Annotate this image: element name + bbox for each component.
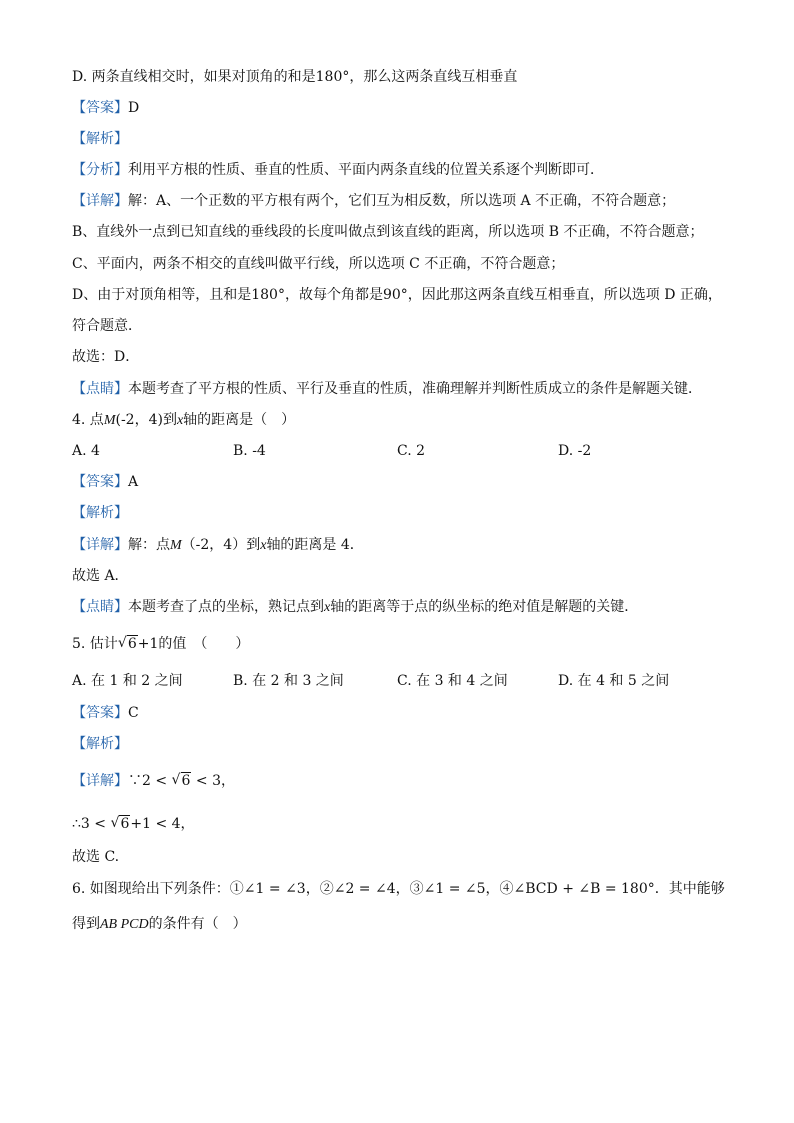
q4-axis-label: x (176, 413, 184, 428)
q5-answer (72, 703, 139, 723)
q4-option-c: C. 2 (397, 443, 426, 459)
sqrt-radicand: 6 (181, 773, 191, 789)
q4-option-d: D. -2 (558, 443, 592, 459)
ineq-right: < 3， (195, 773, 236, 789)
q4-answer (72, 472, 138, 492)
q4-jiexi-tag: 【解析】 (72, 505, 128, 521)
q5-xiangjie-1 (72, 771, 235, 791)
xiangjie-point: M (170, 538, 182, 553)
fenxi-text: 利用平方根的性质、垂直的性质、平面内两条直线的位置关系逐个判断即可． (128, 162, 604, 178)
q4-dianjing (72, 597, 638, 618)
ineq-left: ∵2 < (128, 773, 168, 789)
answer-tag: 【答案】 (72, 100, 128, 116)
q3-option-d: D. 两条直线相交时，如果对顶角的和是180°，那么这两条直线互相垂直 (72, 69, 518, 85)
q5-guxuan: 故选 C. (72, 849, 120, 865)
q5-stem-pre: 5. 估计 (72, 636, 118, 652)
sqrt-radicand: 6 (120, 816, 130, 832)
sqrt-symbol (118, 634, 138, 654)
xiangjie-coord: （-2，4）到 (181, 537, 261, 553)
q5-stem-post: 的值 （ ） (158, 636, 250, 652)
sqrt-symbol (172, 771, 192, 791)
fenxi-tag: 【分析】 (72, 162, 128, 178)
ineq-right: +1 < 4， (130, 816, 195, 832)
q6-stem-pre: 得到 (72, 916, 100, 932)
answer-tag: 【答案】 (72, 705, 128, 721)
dianjing-text: 本题考查了平方根的性质、平行及垂直的性质，准确理解并判断性质成立的条件是解题关键． (128, 381, 702, 397)
answer-tag: 【答案】 (72, 474, 128, 490)
q3-fenxi (72, 160, 604, 180)
q5-jiexi-tag: 【解析】 (72, 736, 128, 752)
xiangjie-axis: x (260, 538, 267, 553)
answer-value: D (128, 100, 140, 116)
q6-math: AB PCD (100, 917, 149, 932)
sqrt-symbol (110, 814, 130, 834)
q5-option-a: A. 在 1 和 2 之间 (72, 673, 183, 689)
q5-xiangjie-2 (72, 814, 195, 834)
xiangjie-text: 解：A、一个正数的平方根有两个，它们互为相反数，所以选项 A 不正确，不符合题意； (128, 193, 676, 209)
answer-value: A (128, 474, 139, 490)
xiangjie-post: 轴的距离是 4． (266, 537, 364, 553)
dianjing-axis: x (324, 600, 331, 615)
q4-option-a: A. 4 (72, 443, 100, 459)
q3-xiangjie-c: C、平面内，两条不相交的直线叫做平行线，所以选项 C 不正确，不符合题意； (72, 256, 565, 272)
q4-stem-post: 轴的距离是（ ） (183, 412, 296, 428)
q4-coord: (-2，4) (115, 412, 163, 428)
q4-option-b: B. -4 (233, 443, 266, 459)
q5-stem (72, 634, 249, 654)
q3-xiangjie-b: B、直线外一点到已知直线的垂线段的长度叫做点到该直线的距离，所以选项 B 不正确，不符合题意； (72, 224, 704, 240)
q5-option-d: D. 在 4 和 5 之间 (558, 673, 670, 689)
q3-xiangjie-a (72, 191, 675, 211)
q5-option-c: C. 在 3 和 4 之间 (397, 673, 508, 689)
xiangjie-tag: 【详解】 (72, 773, 128, 789)
xiangjie-pre: 解：点 (128, 537, 170, 553)
dianjing-post: 轴的距离等于点的纵坐标的绝对值是解题的关键． (330, 599, 639, 615)
dianjing-tag: 【点睛】 (72, 599, 128, 615)
q3-guxuan: 故选：D． (72, 349, 140, 365)
q3-xiangjie-d1: D、由于对顶角相等，且和是180°，故每个角都是90°，因此那这两条直线互相垂直，所以选项 D 正确， (72, 287, 722, 303)
xiangjie-tag: 【详解】 (72, 537, 128, 553)
q6-stem-post: 的条件有（ ） (148, 916, 247, 932)
q4-xiangjie (72, 535, 364, 556)
q3-answer (72, 98, 139, 118)
sqrt-radicand: 6 (127, 636, 137, 652)
q4-guxuan: 故选 A． (72, 568, 129, 584)
q6-stem-2 (72, 914, 247, 935)
q3-dianjing (72, 379, 702, 399)
dianjing-tag: 【点睛】 (72, 381, 128, 397)
q4-stem (72, 410, 295, 431)
q5-option-b: B. 在 2 和 3 之间 (233, 673, 344, 689)
q3-xiangjie-d2: 符合题意． (72, 318, 142, 334)
q4-point-label: M (103, 413, 116, 428)
ineq-left: ∴3 < (72, 816, 106, 832)
q6-stem-1: 6. 如图现给出下列条件：①∠1 = ∠3，②∠2 = ∠4，③∠1 = ∠5，④∠BCD + ∠B = 180°．其中能够 (72, 881, 725, 897)
q4-stem-mid: 到 (162, 412, 177, 428)
q4-stem-pre: 4. 点 (72, 412, 104, 428)
xiangjie-tag: 【详解】 (72, 193, 128, 209)
dianjing-pre: 本题考查了点的坐标，熟记点到 (128, 599, 324, 615)
answer-value: C (128, 705, 139, 721)
q3-jiexi-tag: 【解析】 (72, 131, 128, 147)
q5-stem-tail: +1 (137, 636, 159, 652)
